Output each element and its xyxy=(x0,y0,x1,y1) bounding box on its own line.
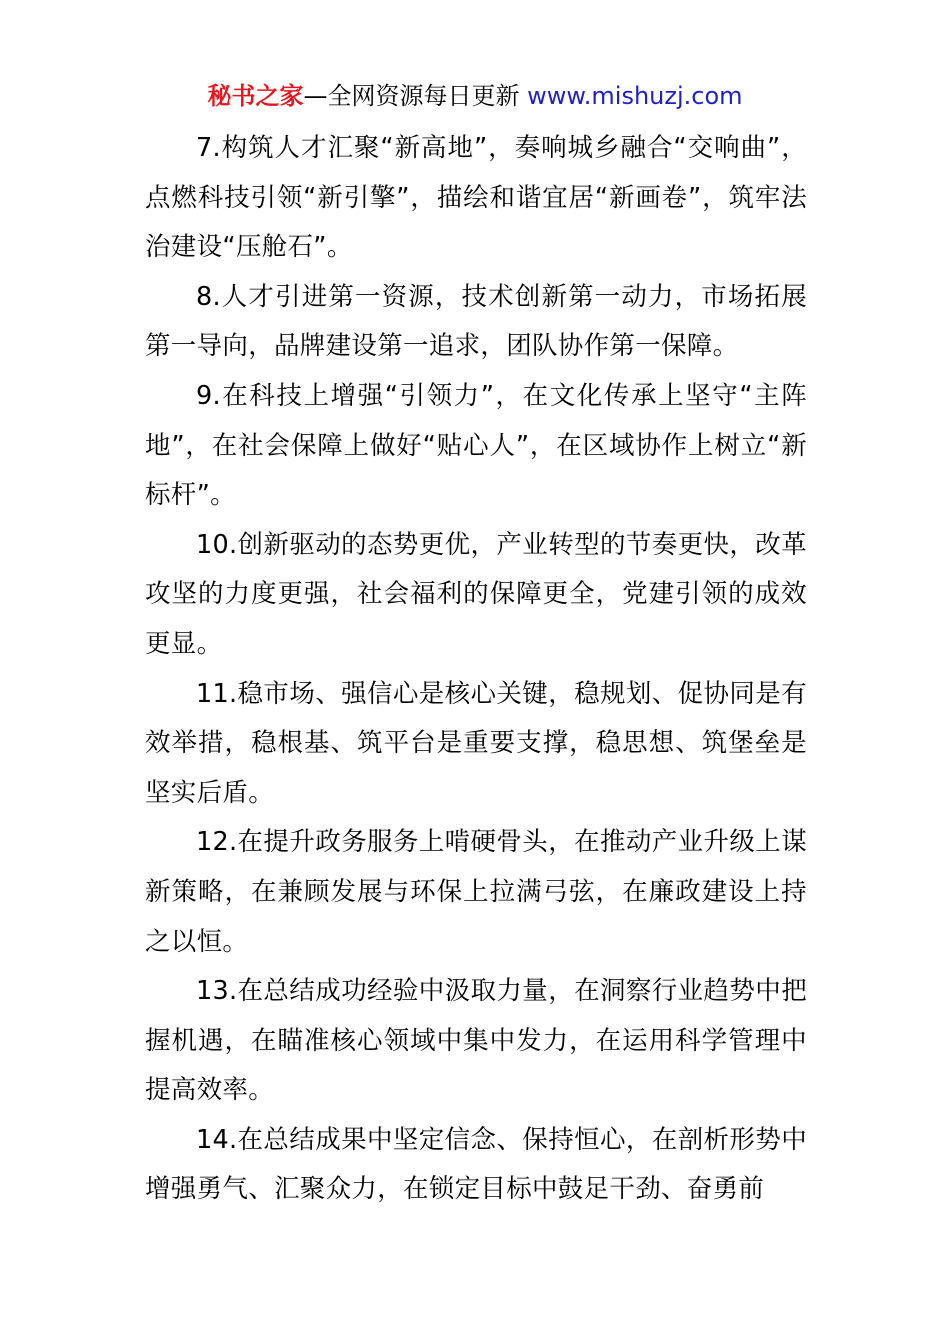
document-body xyxy=(145,124,807,1215)
paragraph-9: 9.在科技上增强“引领力”，在文化传承上坚守“主阵地”，在社会保障上做好“贴心人”，在区域协作上树立“新标杆”。 xyxy=(145,380,807,511)
paragraph-11: 11.稳市场、强信心是核心关键，稳规划、促协同是有效举措，稳根基、筑平台是重要支撑，稳思想、筑堡垒是坚实后盾。 xyxy=(145,678,807,808)
site-url: www.mishuzj.com xyxy=(527,82,743,110)
paragraph-8: 8.人才引进第一资源，技术创新第一动力，市场拓展第一导向，品牌建设第一追求，团队协作第一保障。 xyxy=(145,281,807,362)
paragraph-14: 14.在总结成果中坚定信念、保持恒心，在剖析形势中增强勇气、汇聚众力，在锁定目标中鼓足干劲、奋勇前 xyxy=(145,1124,807,1205)
brand-name: 秘书之家 xyxy=(207,82,304,110)
paragraph-12: 12.在提升政务服务上啃硬骨头，在推动产业升级上谋新策略，在兼顾发展与环保上拉满弓弦，在廉政建设上持之以恒。 xyxy=(145,827,807,957)
paragraph-10: 10.创新驱动的态势更优，产业转型的节奏更快，改革攻坚的力度更强，社会福利的保障更全，党建引领的成效更显。 xyxy=(145,529,807,659)
paragraph-13: 13.在总结成功经验中汲取力量，在洞察行业趋势中把握机遇，在瞄准核心领域中集中发力，在运用科学管理中提高效率。 xyxy=(145,976,807,1106)
paragraph-7: 7.构筑人才汇聚“新高地”，奏响城乡融合“交响曲”，点燃科技引领“新引擎”，描绘和谐宜居“新画卷”，筑牢法治建设“压舱石”。 xyxy=(145,133,807,263)
header-tagline: —全网资源每日更新 xyxy=(303,82,528,110)
page-header xyxy=(0,78,950,114)
